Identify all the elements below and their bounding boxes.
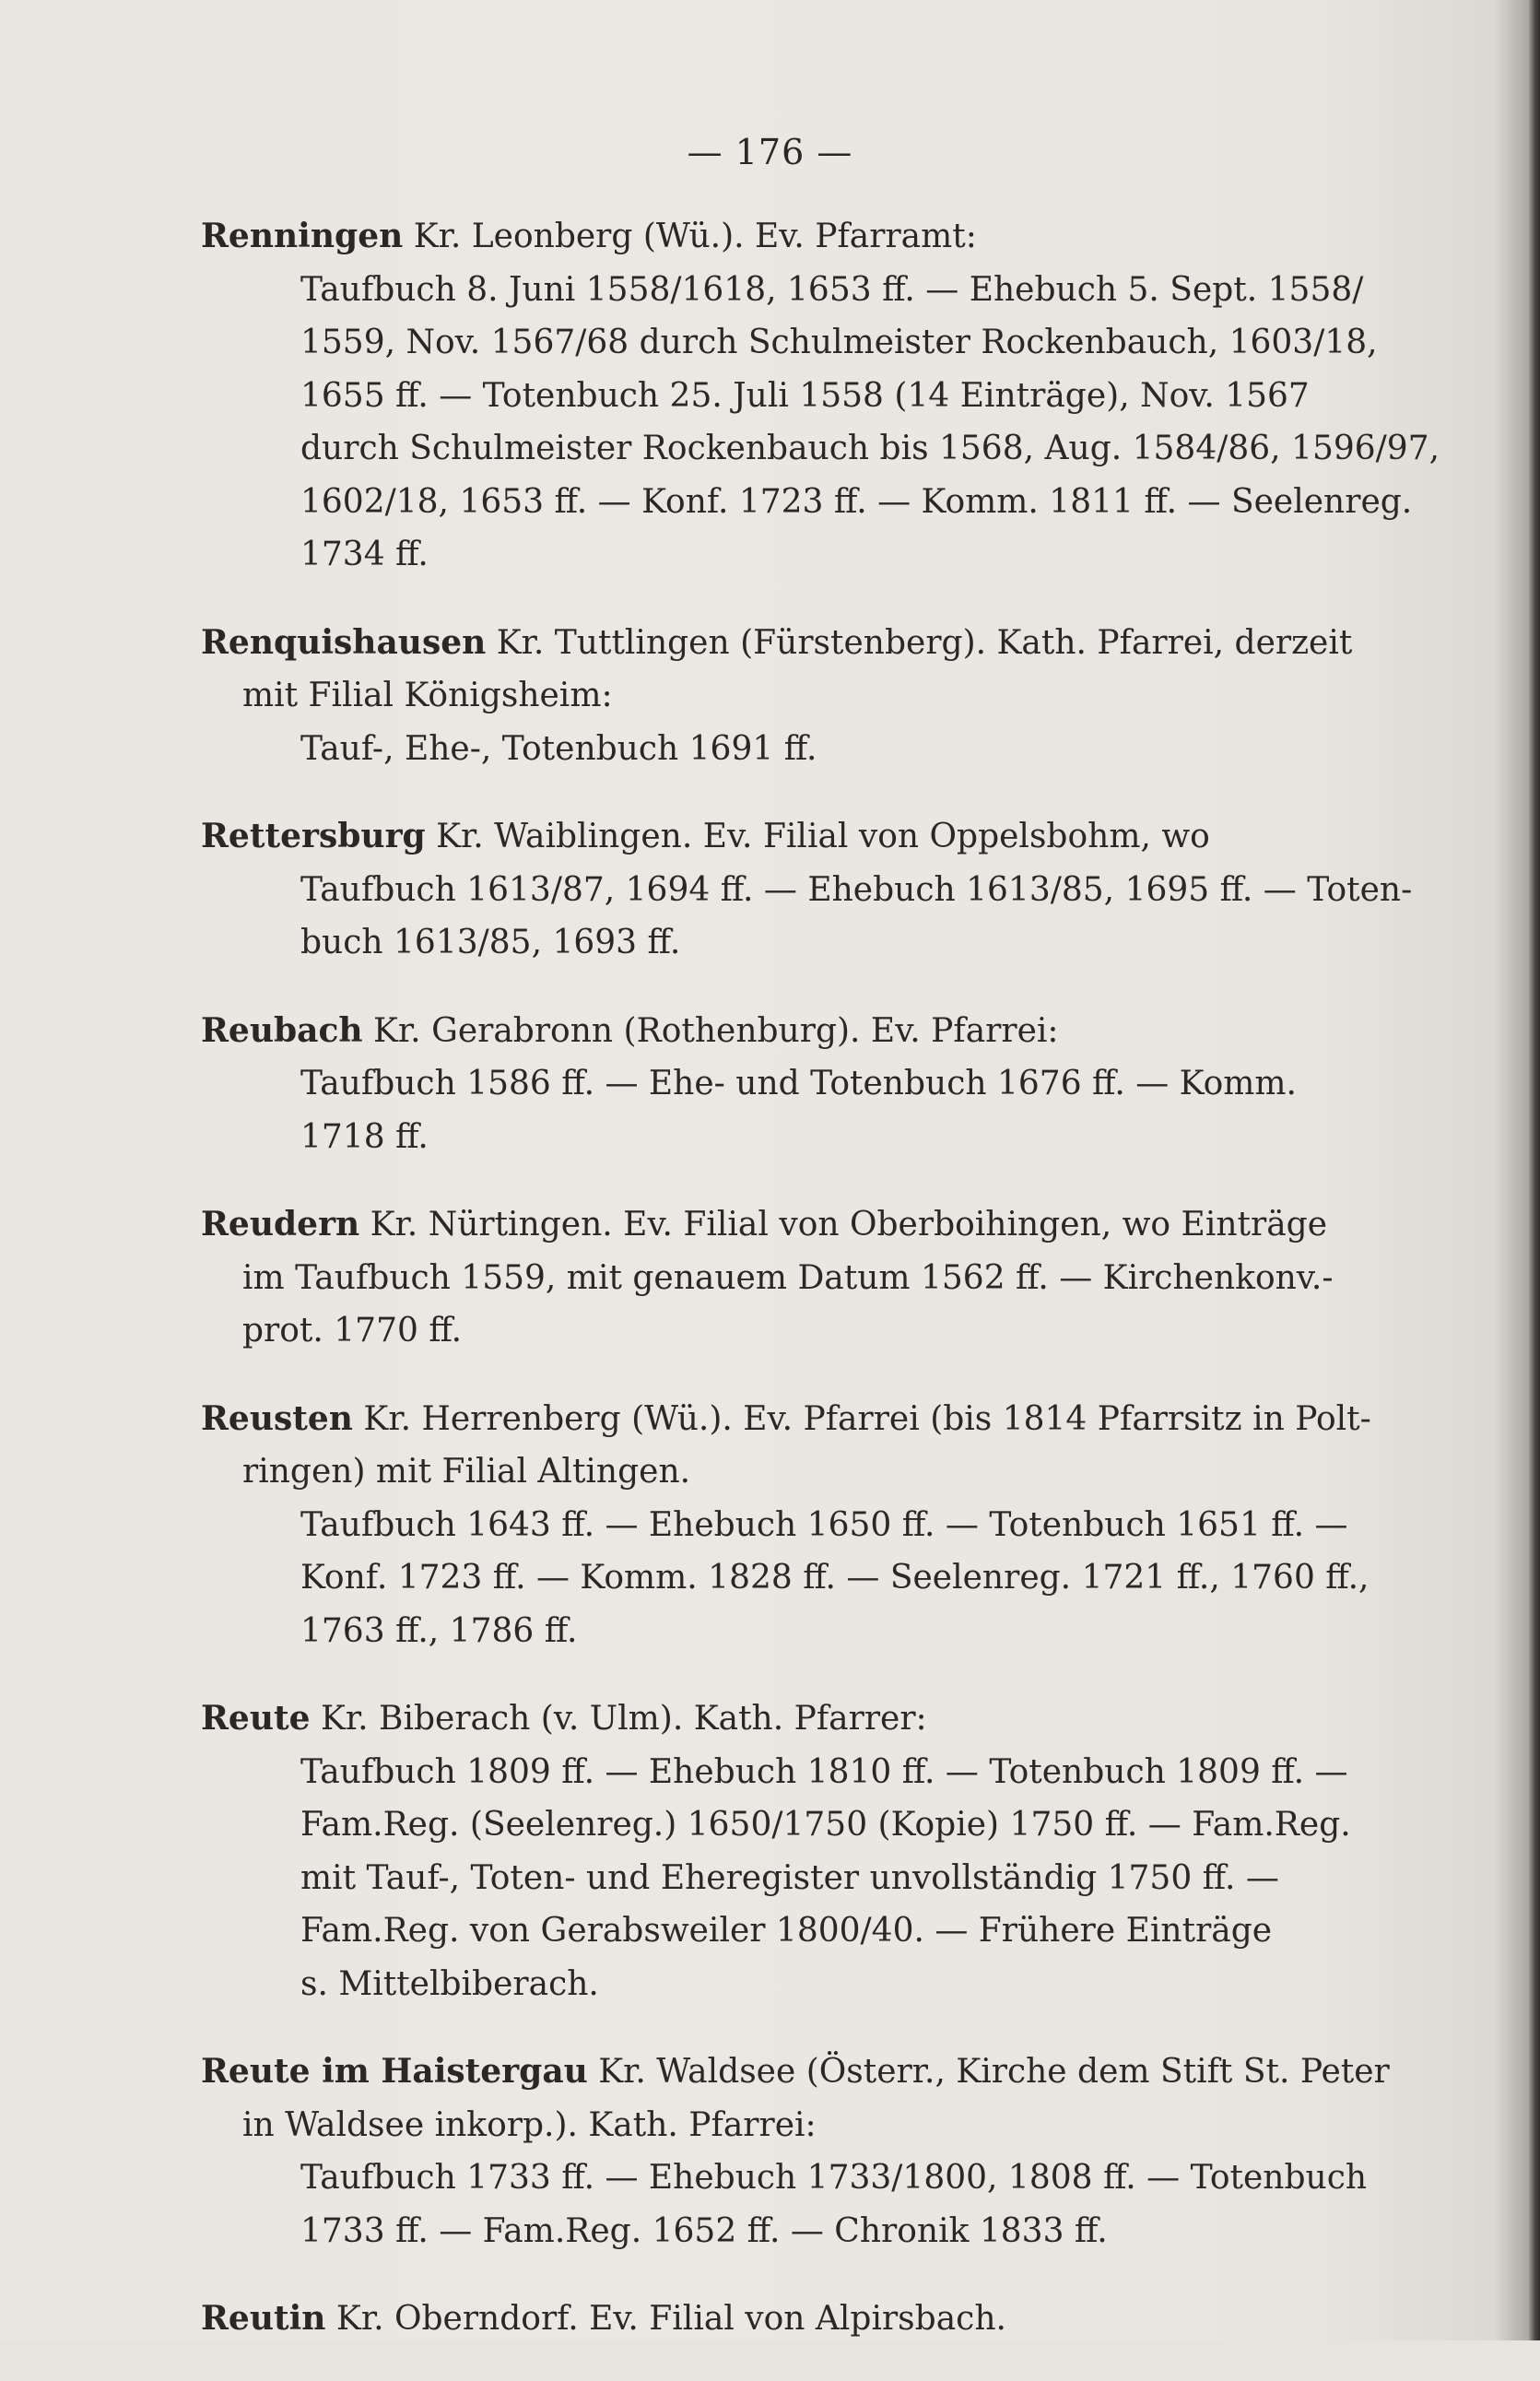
entry-line: 1733 ff. — Fam.Reg. 1652 ff. — Chronik 1833 ff. bbox=[300, 2211, 1108, 2250]
entry-line: Kr. Gerabronn (Rothenburg). Ev. Pfarrei: bbox=[362, 1011, 1059, 1050]
entry-line: Kr. Nürtingen. Ev. Filial von Oberboihingen, wo Einträge bbox=[359, 1206, 1328, 1244]
entry-reudern bbox=[201, 1198, 1399, 1358]
entry-line: mit Filial Königsheim: bbox=[242, 677, 613, 714]
entry-line: Taufbuch 1809 ff. — Ehebuch 1810 ff. — Totenbuch 1809 ff. — bbox=[300, 1752, 1348, 1791]
entry-line: Taufbuch 8. Juni 1558/1618, 1653 ff. — Ehebuch 5. Sept. 1558/ bbox=[300, 270, 1364, 309]
entry-line: Taufbuch 1643 ff. — Ehebuch 1650 ff. — Totenbuch 1651 ff. — bbox=[300, 1505, 1348, 1544]
entry-line: Tauf-, Ehe-, Totenbuch 1691 ff. bbox=[300, 729, 817, 768]
entry-renquishausen bbox=[201, 617, 1399, 776]
entry-headword: Renquishausen bbox=[201, 622, 487, 662]
entry-line: in Waldsee inkorp.). Kath. Pfarrei: bbox=[242, 2105, 817, 2144]
book-spine-edge bbox=[1527, 0, 1540, 2340]
entry-reute-im-haistergau bbox=[201, 2045, 1399, 2257]
entry-reute bbox=[201, 1692, 1399, 2010]
entry-line: buch 1613/85, 1693 ff. bbox=[300, 924, 681, 961]
entry-line: durch Schulmeister Rockenbauch bis 1568, Aug. 1584/86, 1596/97, bbox=[300, 430, 1440, 467]
entry-line: ringen) mit Filial Altingen. bbox=[242, 1453, 691, 1491]
entry-line: 1655 ff. — Totenbuch 25. Juli 1558 (14 Einträge), Nov. 1567 bbox=[300, 376, 1310, 415]
entry-line: mit Tauf-, Toten- und Eheregister unvollständig 1750 ff. — bbox=[300, 1858, 1279, 1897]
entry-line: Kr. Biberach (v. Ulm). Kath. Pfarrer: bbox=[310, 1700, 927, 1738]
page-number: — 176 — bbox=[687, 132, 853, 172]
entry-headword: Reusten bbox=[201, 1398, 353, 1438]
entry-line: prot. 1770 ff. bbox=[242, 1312, 463, 1350]
entry-line: Kr. Tuttlingen (Fürstenberg). Kath. Pfarrei, derzeit bbox=[486, 623, 1353, 662]
register-entries bbox=[201, 210, 1440, 2381]
entry-line: im Taufbuch 1559, mit genauem Datum 1562 ff. — Kirchenkonv.- bbox=[242, 1258, 1334, 1297]
entry-headword: Reudern bbox=[201, 1205, 360, 1244]
entry-headword: Rettersburg bbox=[201, 817, 426, 855]
entry-line: 1718 ff. bbox=[300, 1117, 429, 1156]
entry-line: Kr. Waldsee (Österr., Kirche dem Stift St. Peter bbox=[587, 2053, 1390, 2091]
entry-headword: Renningen bbox=[201, 217, 404, 255]
entry-line: Fam.Reg. (Seelenreg.) 1650/1750 (Kopie) 1750 ff. — Fam.Reg. bbox=[300, 1806, 1351, 1844]
entry-renningen bbox=[201, 210, 1440, 582]
entry-line: Taufbuch 1613/87, 1694 ff. — Ehebuch 1613/85, 1695 ff. — Toten- bbox=[300, 870, 1413, 909]
entry-line: 1559, Nov. 1567/68 durch Schulmeister Rockenbauch, 1603/18, bbox=[300, 324, 1378, 361]
entry-rettersburg bbox=[201, 810, 1413, 970]
entry-headword: Reubach bbox=[201, 1010, 363, 1050]
entry-line: Fam.Reg. von Gerabsweiler 1800/40. — Frühere Einträge bbox=[300, 1912, 1273, 1950]
entry-reutin bbox=[201, 2293, 1399, 2346]
entry-line: Taufbuch 1586 ff. — Ehe- und Totenbuch 1676 ff. — Komm. bbox=[300, 1065, 1298, 1102]
entry-line: 1734 ff. bbox=[300, 536, 429, 573]
entry-line: Kr. Leonberg (Wü.). Ev. Pfarramt: bbox=[403, 218, 977, 255]
entry-line: 1763 ff., 1786 ff. bbox=[300, 1611, 578, 1650]
entry-reusten bbox=[201, 1393, 1399, 1658]
entry-headword: Reute bbox=[201, 1699, 311, 1738]
entry-line: Konf. 1723 ff. — Komm. 1828 ff. — Seelenreg. 1721 ff., 1760 ff., bbox=[300, 1559, 1370, 1597]
entry-headword: Reutin bbox=[201, 2299, 326, 2338]
entry-line: Taufbuch 1733 ff. — Ehebuch 1733/1800, 1808 ff. — Totenbuch bbox=[300, 2159, 1368, 2197]
entry-line: s. Mittelbiberach. bbox=[300, 1964, 599, 2003]
entry-line: Kr. Oberndorf. Ev. Filial von Alpirsbach. bbox=[325, 2300, 1006, 2338]
entry-line: Kr. Herrenberg (Wü.). Ev. Pfarrei (bis 1814 Pfarrsitz in Polt- bbox=[352, 1399, 1371, 1438]
entry-line: 1602/18, 1653 ff. — Konf. 1723 ff. — Komm. 1811 ff. — Seelenreg. bbox=[300, 482, 1413, 521]
entry-headword: Reute im Haistergau bbox=[201, 2052, 588, 2091]
entry-reubach bbox=[201, 1005, 1399, 1164]
entry-line: Kr. Waiblingen. Ev. Filial von Oppelsbohm, wo bbox=[425, 818, 1210, 855]
